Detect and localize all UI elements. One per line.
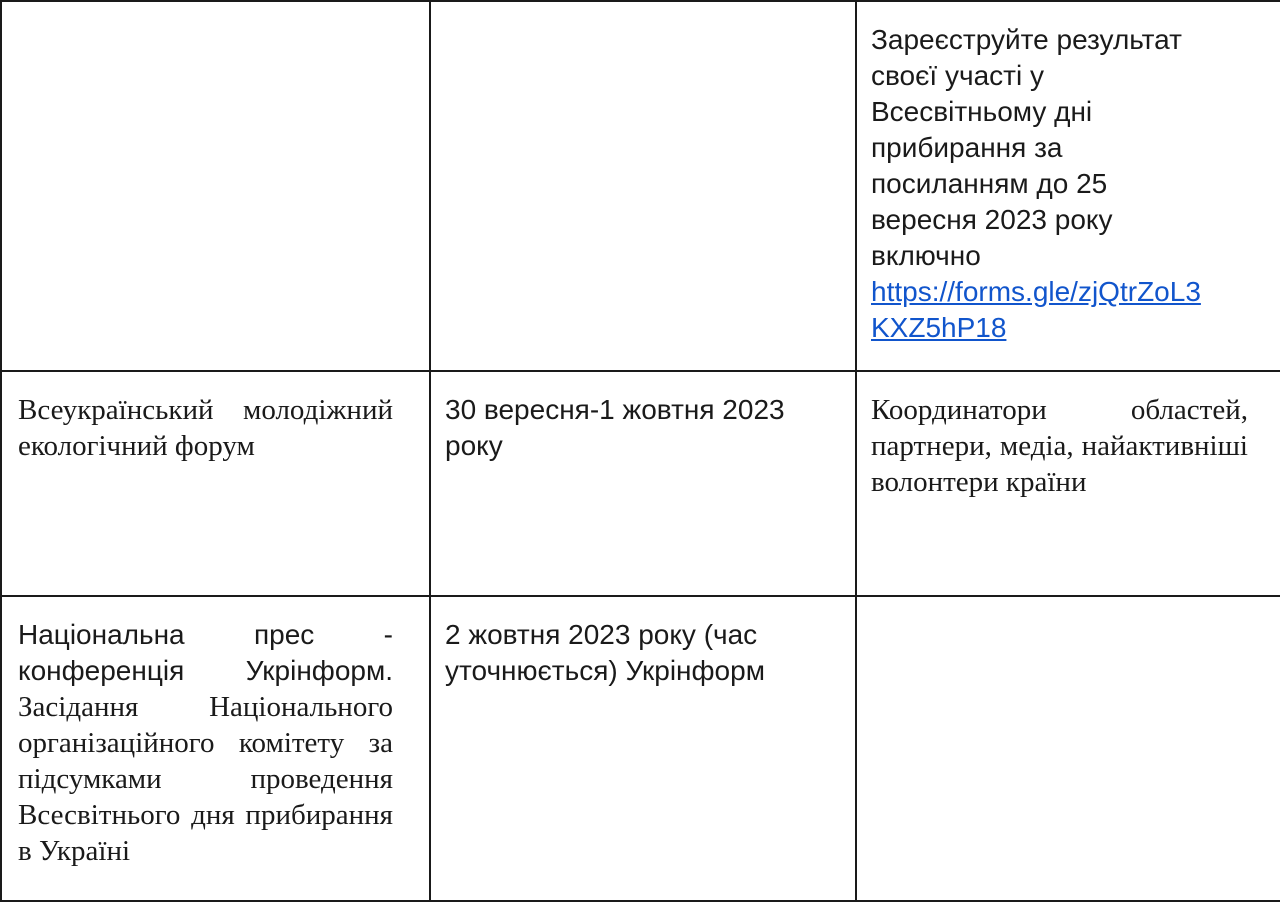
event-title-part2: Засідання Національного організаційного комітету за підсумками проведення Всесвітнього дня прибирання в Україні — [18, 691, 393, 867]
table-cell-date — [430, 596, 856, 901]
table-cell-participants — [856, 371, 1280, 596]
table-cell-event — [1, 596, 430, 901]
registration-text-line: прибирання за — [871, 132, 1063, 163]
registration-form-link[interactable] — [871, 274, 1248, 346]
table-cell-participants — [856, 596, 1280, 901]
table-cell-event — [1, 371, 430, 596]
registration-text-line: своєї участі у — [871, 60, 1044, 91]
table-cell-participants — [856, 1, 1280, 371]
event-date: 2 жовтня 2023 року (час уточнюється) Укрінформ — [445, 619, 765, 686]
registration-link-line[interactable]: KXZ5hP18 — [871, 312, 1007, 343]
table-cell-date — [430, 371, 856, 596]
event-date: 30 вересня-1 жовтня 2023 року — [445, 394, 785, 461]
registration-text-line: включно — [871, 240, 981, 271]
registration-text-line: Всесвітньому дні — [871, 96, 1093, 127]
event-participants: Координатори областей, партнери, медіа, найактивніші волонтери країни — [871, 394, 1248, 498]
table-row — [1, 1, 1280, 371]
event-title: Всеукраїнський молодіжний екологічний форум — [18, 394, 393, 462]
table-row — [1, 371, 1280, 596]
registration-text-line: вересня 2023 року — [871, 204, 1113, 235]
registration-link-line[interactable]: https://forms.gle/zjQtrZoL3 — [871, 276, 1201, 307]
event-title-part1: Національна прес - конференція Укрінформ. — [18, 619, 393, 686]
table-row — [1, 596, 1280, 901]
table-cell-event — [1, 1, 430, 371]
registration-text-line: Зареєструйте результат — [871, 24, 1182, 55]
registration-text-line: посиланням до 25 — [871, 168, 1108, 199]
table-cell-date — [430, 1, 856, 371]
